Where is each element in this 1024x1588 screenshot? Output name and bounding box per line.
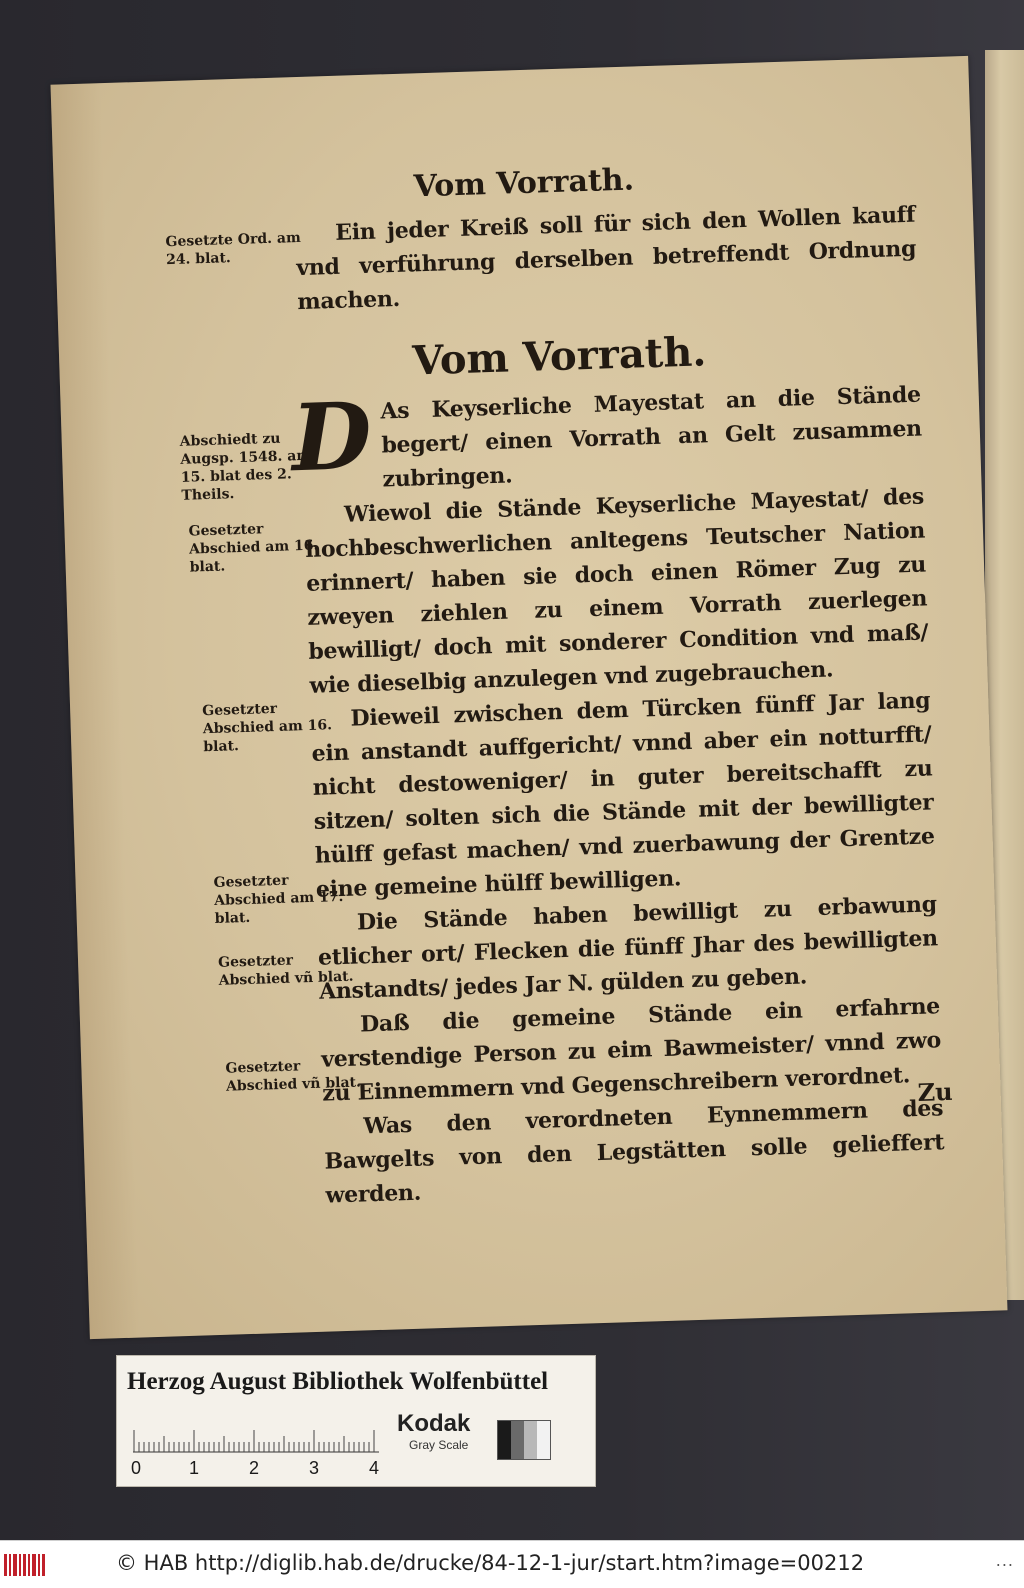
- footer-bar: [0, 1540, 1024, 1588]
- gray-scale-swatch: [497, 1420, 551, 1460]
- paragraph: Dieweil zwischen dem Türcken fünff Jar lang ein anstandt auffgericht/ vnnd aber ein notturfft/ nicht destoweniger/ in guter bereitschafft zu sitzen/ solten sich die Stände mit der bewilligter hülff gefast machen/ vnd zuerbawung der Grentze eine gemeine hülff bewilligen.: [311, 687, 935, 903]
- section-heading-1: Vom Vorrath.: [413, 162, 635, 205]
- paragraph: Was den verordneten Eynnemmern des Bawgelts von den Legstätten solle gelieffert werden.: [324, 1095, 945, 1209]
- margin-note: Gesetzter Abschied am 17. blat.: [213, 872, 344, 927]
- margin-note: Abschiedt zu Augsp. 1548. am 15. blat des 2. Theils.: [179, 430, 312, 504]
- source-credit-link[interactable]: © HAB http://diglib.hab.de/drucke/84-12-1-jur/start.htm?image=00212: [116, 1551, 865, 1575]
- paragraph-text: As Keyserliche Mayestat an die Stände begert/ einen Vorrath an Gelt zusammen zubringen.: [380, 381, 923, 493]
- color-reference-card: [116, 1355, 596, 1487]
- paragraph: Die Stände haben bewilligt zu erbawung etlicher ort/ Flecken die fünff Jhar des bewilligten Anstandts/ jedes Jar N. gülden zu geben.: [317, 891, 939, 1005]
- section-heading-2: Vom Vorrath.: [411, 328, 707, 385]
- paragraph: [290, 378, 923, 499]
- ruler-number: 3: [309, 1458, 320, 1478]
- hab-barcode-logo-icon: [4, 1552, 48, 1578]
- margin-note: Gesetzter Abschied am 16. blat.: [188, 521, 319, 576]
- ruler-number: 1: [189, 1458, 200, 1478]
- text-block-1: [295, 198, 918, 319]
- more-options-icon[interactable]: ...: [995, 1551, 1014, 1570]
- book-page: [51, 56, 1008, 1339]
- margin-note: Gesetzter Abschied am 16. blat.: [202, 700, 333, 756]
- ruler-scale: [133, 1418, 379, 1454]
- ruler-number: 4: [369, 1458, 380, 1478]
- library-name: Herzog August Bibliothek Wolfenbüttel: [127, 1368, 549, 1395]
- paragraph: Ein jeder Kreiß soll für sich den Wollen kauff vnd verführung derselben betreffendt Ordnung machen.: [295, 201, 917, 316]
- paragraph: Daß die gemeine Stände ein erfahrne verstendige Person zu eim Bawmeister/ vnnd zwo zu Einnemmern vnd Gegenschreibern verordnet.: [320, 993, 942, 1107]
- ruler-number: 2: [249, 1458, 260, 1478]
- decorated-initial: D: [290, 381, 373, 493]
- paragraph: Wiewol die Stände Keyserliche Mayestat/ des hochbeschwerlichen anltegens Teutscher Nation erinnert/ haben sie doch einen Römer Zug zu zweyen ziehlen zu einem Vorrath zuerlegen bewilligt/ doch mit sonderer Condition vnd maß/ wie dieselbig anzulegen vnd zugebrauchen.: [304, 483, 929, 699]
- margin-note: Gesetzter Abschied vñ blat.: [225, 1058, 362, 1095]
- margin-note: Gesetzte Ord. am 24. blat.: [165, 229, 302, 269]
- margin-note: Gesetzter Abschied vñ blat.: [217, 952, 354, 989]
- gray-scale-label: Gray Scale: [409, 1438, 469, 1452]
- ruler-number: 0: [131, 1458, 142, 1478]
- kodak-logo: Kodak: [397, 1410, 471, 1437]
- catchword: Zu: [917, 1076, 954, 1107]
